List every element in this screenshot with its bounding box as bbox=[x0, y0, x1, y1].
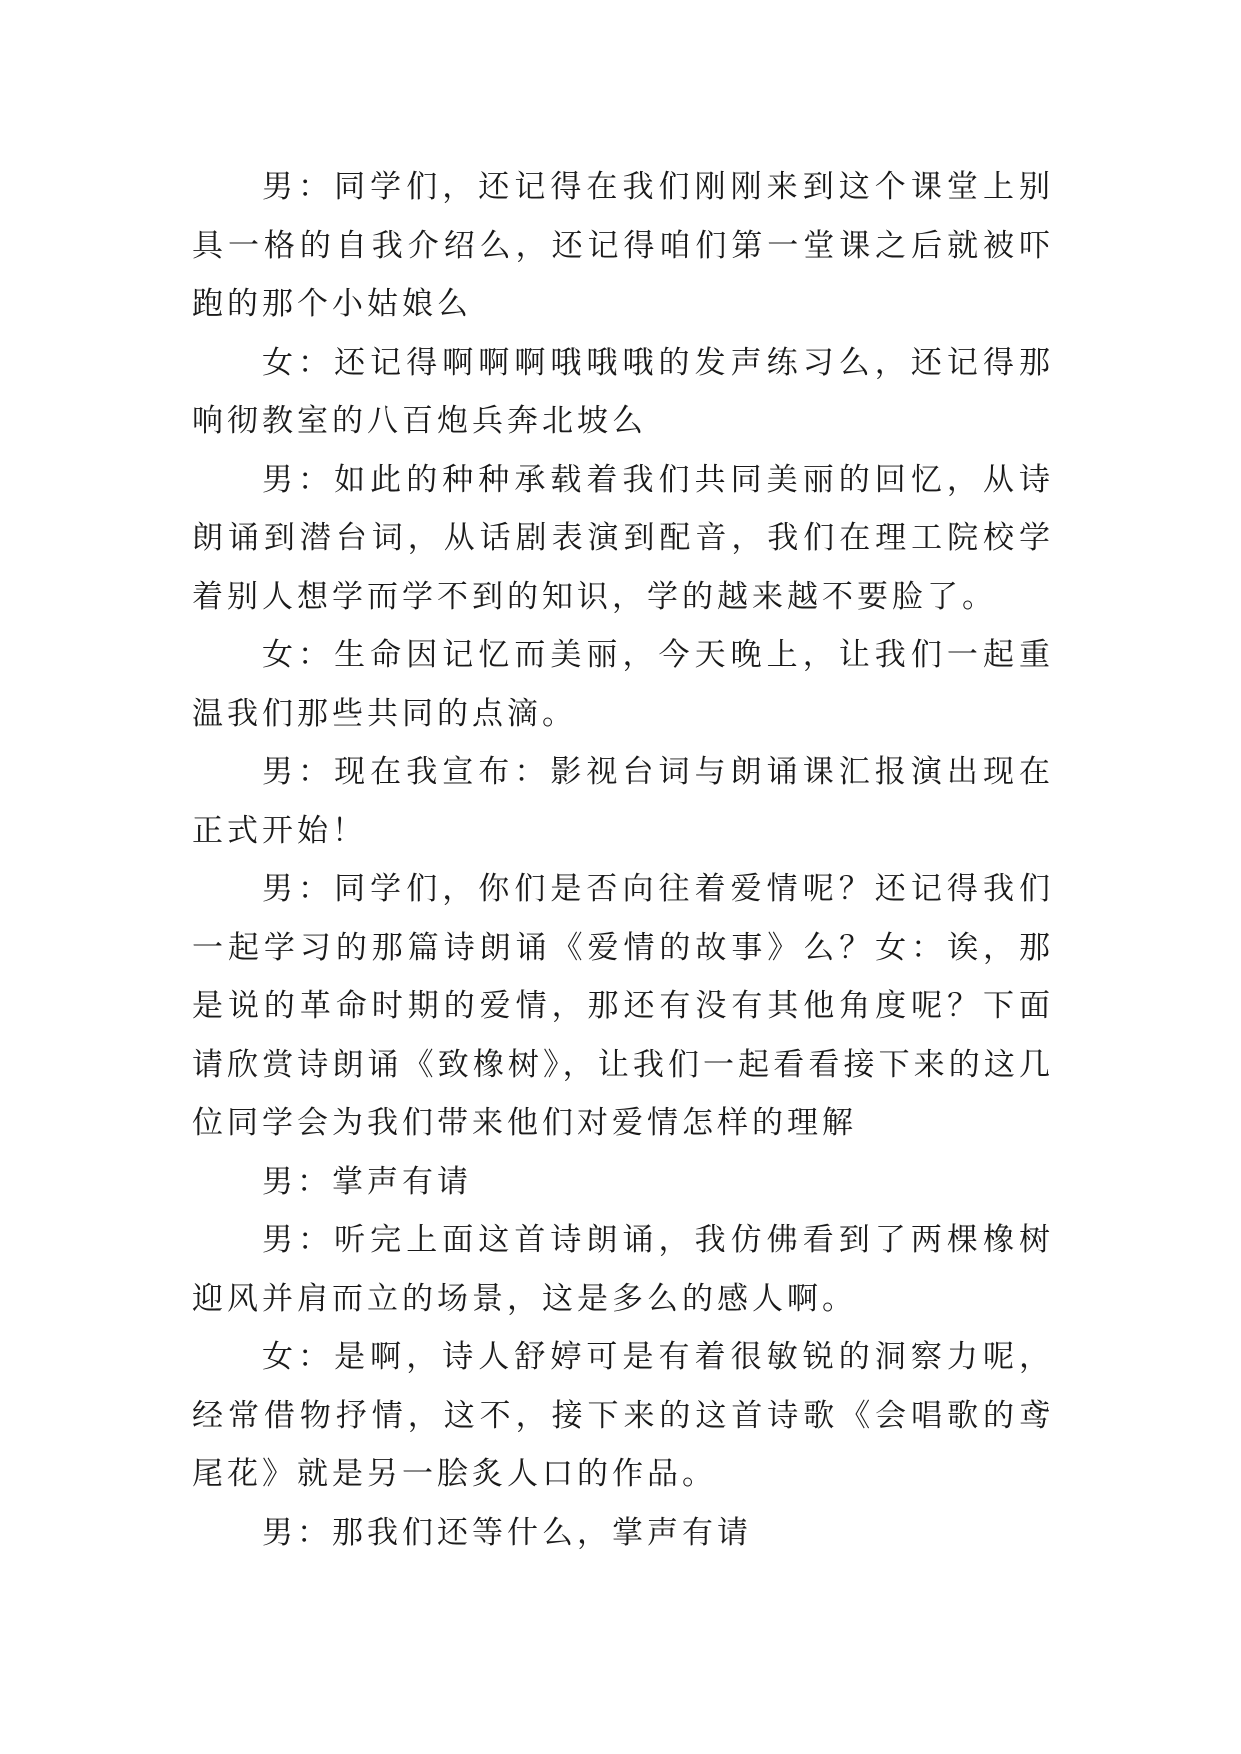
paragraph-8: 男：听完上面这首诗朗诵，我仿佛看到了两棵橡树迎风并肩而立的场景，这是多么的感人啊。 bbox=[192, 1222, 1054, 1317]
document-body bbox=[192, 158, 1054, 1562]
paragraph-3: 男：如此的种种承载着我们共同美丽的回忆，从诗朗诵到潜台词，从话剧表演到配音，我们在理工院校学着别人想学而学不到的知识，学的越来越不要脸了。 bbox=[192, 461, 1054, 615]
paragraph-6: 男：同学们，你们是否向往着爱情呢？还记得我们一起学习的那篇诗朗诵《爱情的故事》么？女：诶，那是说的革命时期的爱情，那还有没有其他角度呢？下面请欣赏诗朗诵《致橡树》，让我们一起看看接下来的这几位同学会为我们带来他们对爱情怎样的理解 bbox=[192, 871, 1054, 1141]
paragraph-10: 男：那我们还等什么，掌声有请 bbox=[262, 1514, 752, 1551]
paragraph-4: 女：生命因记忆而美丽，今天晚上，让我们一起重温我们那些共同的点滴。 bbox=[192, 637, 1054, 732]
paragraph-9: 女：是啊，诗人舒婷可是有着很敏锐的洞察力呢，经常借物抒情，这不，接下来的这首诗歌《会唱歌的鸢尾花》就是另一脍炙人口的作品。 bbox=[192, 1339, 1054, 1492]
paragraph-1: 男：同学们，还记得在我们刚刚来到这个课堂上别具一格的自我介绍么，还记得咱们第一堂课之后就被吓跑的那个小姑娘么 bbox=[192, 169, 1054, 322]
paragraph-2: 女：还记得啊啊啊哦哦哦的发声练习么，还记得那响彻教室的八百炮兵奔北坡么 bbox=[192, 344, 1054, 439]
paragraph-5: 男：现在我宣布：影视台词与朗诵课汇报演出现在正式开始！ bbox=[192, 754, 1054, 849]
paragraph-7: 男：掌声有请 bbox=[262, 1163, 472, 1200]
